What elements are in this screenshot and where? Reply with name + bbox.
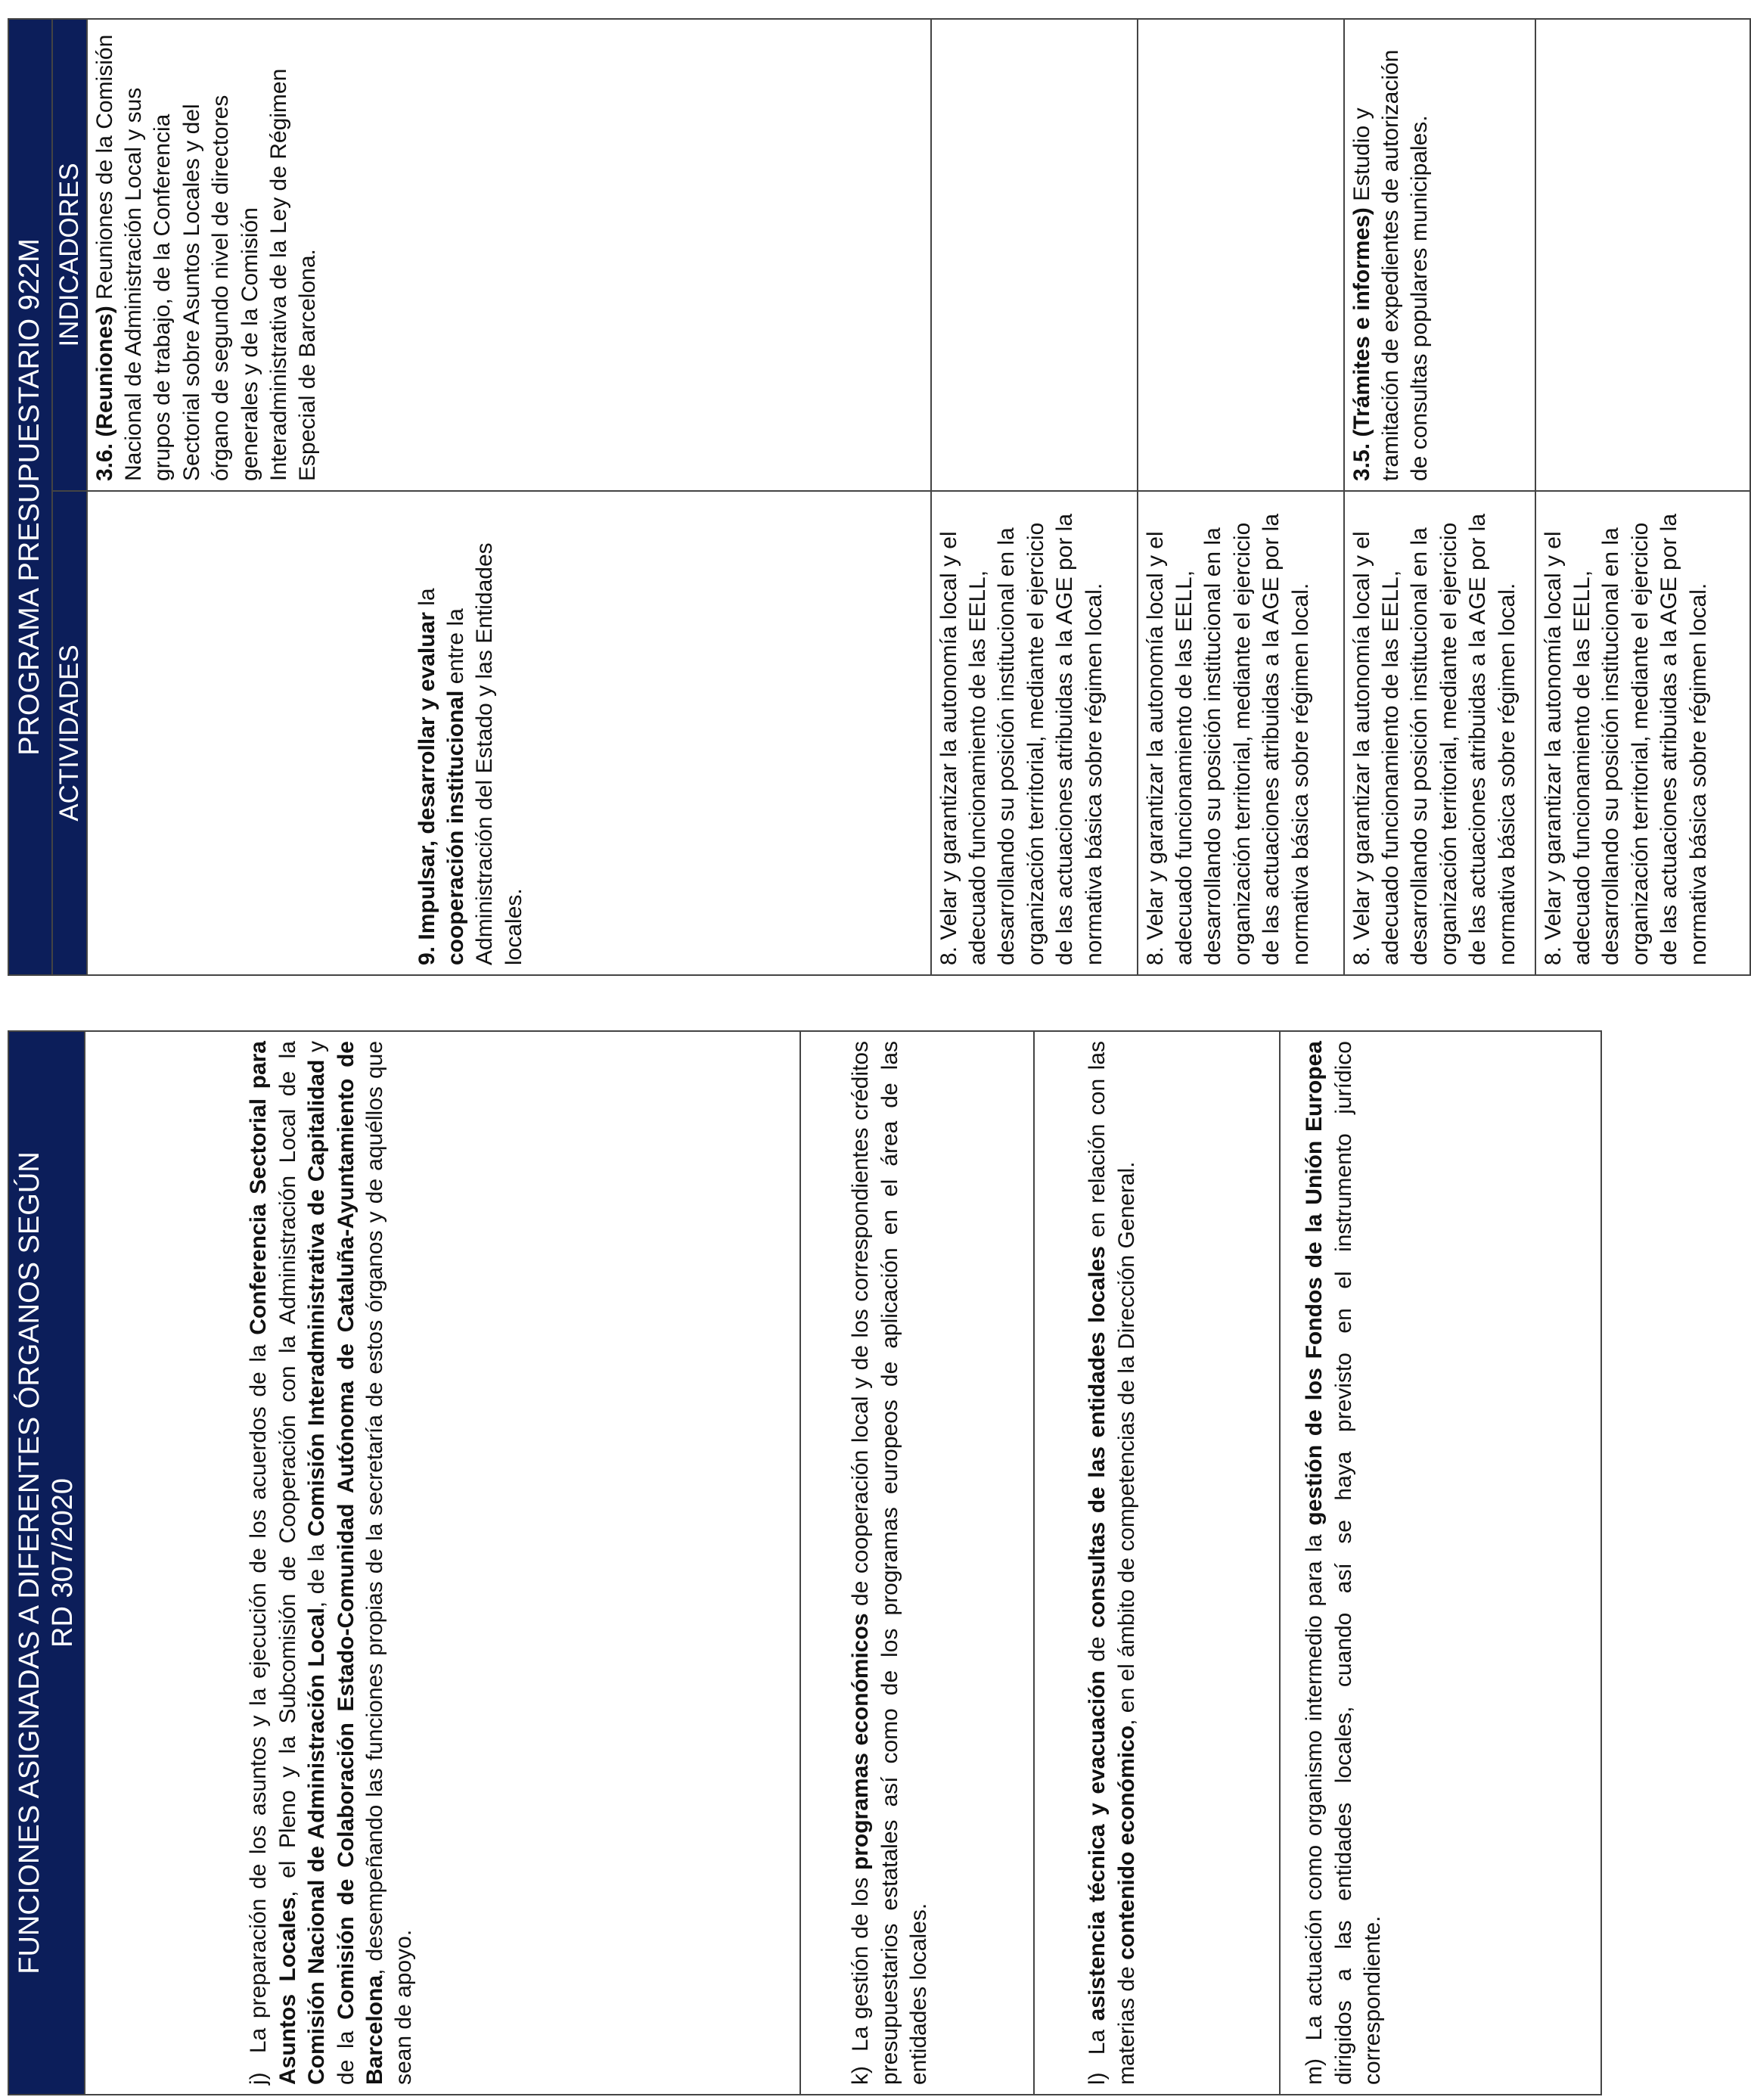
text: La — [1085, 2021, 1110, 2073]
text: de cooperación local y de los correspondientes créditos presupuestarios estatales así como de los programas europeos de aplicación en el área de las entidades locales. — [848, 1034, 932, 2085]
item-letter: l) — [1085, 2072, 1110, 2085]
text: dirigidos a las entidades locales, cuando así se haya previsto en el instrumento jurídico correspondiente. — [1302, 1034, 1386, 2085]
text: La gestión de los — [848, 1870, 874, 2066]
bold-text: gestión de los Fondos de la Unión Europea — [1302, 1041, 1327, 1526]
bold-text: Comisión Interadministrativa de Capitalidad — [304, 1059, 330, 1537]
bold-text: cooperación institucional — [443, 690, 469, 965]
text: La preparación de los asuntos y la ejecución de los acuerdos de la — [246, 1334, 272, 2073]
functions-title-line2: RD 307/2020 — [46, 1478, 79, 1648]
text: 8. Velar y garantizar la autonomía local y el adecuado funcionamiento de las EELL, desarrollando su posición institucional en la organización territorial, mediante el ejercicio de las actuaciones atribuidas a la AGE por la normativa básica sobre régimen local. — [1142, 507, 1313, 965]
functions-table — [8, 1030, 1602, 2095]
text: Reuniones de la Comisión Nacional de Administración Local y sus grupos de trabajo, de la Conferencia Sectorial sobre Asuntos Locales y del órgano de segundo nivel de directores generales y de la Comisión Interadministrativa de la Ley de Régimen Especial de Barcelona. — [92, 28, 321, 481]
item-letter: j) — [246, 2072, 272, 2085]
bold-text: 3.6. (Reuniones) — [92, 306, 117, 481]
bold-text: Conferencia Sectorial para Asuntos Locales — [246, 1035, 300, 2085]
indicator-cell — [1535, 19, 1750, 491]
activity-cell — [931, 491, 1138, 975]
text: la — [414, 582, 439, 613]
text: de — [1085, 1627, 1110, 1671]
activity-cell — [1535, 491, 1750, 975]
activities-column-header: ACTIVIDADES — [52, 491, 87, 975]
bold-text: asistencia técnica y evacuación — [1085, 1670, 1110, 2021]
bold-text: programas económicos — [848, 1613, 874, 1871]
text: , en el ámbito de competencias de la Dirección General. — [1113, 1161, 1139, 1726]
item-letter: k) — [848, 2066, 874, 2085]
function-row-l — [1034, 1031, 1280, 2095]
bold-text: consultas de las entidades locales — [1085, 1246, 1110, 1628]
indicators-column-header: INDICADORES — [52, 19, 87, 491]
text: , desempeñando las funciones propias de la secretaría de estos órganos y de aquéllos que sean de apoyo. — [362, 1034, 417, 2085]
indicator-cell — [1138, 19, 1344, 491]
indicator-cell — [931, 19, 1138, 491]
text: y de la — [304, 1034, 359, 2085]
function-row-m — [1280, 1031, 1601, 2095]
activity-cell — [87, 491, 931, 975]
function-row-k — [800, 1031, 1034, 2095]
item-letter: m) — [1302, 2058, 1327, 2085]
function-row-j — [85, 1031, 800, 2095]
indicator-cell — [1344, 19, 1535, 491]
bold-text: Comisión Nacional de Administración Local — [304, 1608, 330, 2085]
bold-text: 9. Impulsar, desarrollar y evaluar — [414, 612, 439, 965]
text: 8. Velar y garantizar la autonomía local y el adecuado funcionamiento de las EELL, desarrollando su posición institucional en la organización territorial, mediante el ejercicio de las actuaciones atribuidas a la AGE por la normativa básica sobre régimen local. — [1540, 507, 1711, 965]
text: en relación con las materias de — [1085, 1034, 1139, 2085]
activity-cell — [1138, 491, 1344, 975]
text: 8. Velar y garantizar la autonomía local y el adecuado funcionamiento de las EELL, desarrollando su posición institucional en la organización territorial, mediante el ejercicio de las actuaciones atribuidas a la AGE por la normativa básica sobre régimen local. — [1349, 507, 1520, 965]
text: , de la — [304, 1536, 330, 1608]
text: La actuación como organismo intermedio para la — [1302, 1525, 1327, 2059]
text: entre la Administración del Estado y las Entidades locales. — [443, 536, 526, 965]
program-table — [8, 18, 1751, 976]
text: Estudio y tramitación de expedientes de autorización de consultas populares municipales. — [1349, 43, 1433, 481]
indicator-cell — [87, 19, 931, 491]
functions-table-header — [8, 1031, 85, 2095]
bold-text: contenido económico — [1113, 1725, 1139, 1960]
activity-cell — [1344, 491, 1535, 975]
text: , el Pleno y la Subcomisión de Cooperación con la Administración Local de la — [275, 1034, 300, 1897]
functions-title-line1: FUNCIONES ASIGNADAS A DIFERENTES ÓRGANOS SEGÚN — [14, 1151, 45, 1974]
bold-text: 3.5. (Trámites e informes) — [1349, 207, 1374, 481]
text: 8. Velar y garantizar la autonomía local y el adecuado funcionamiento de las EELL, desarrollando su posición institucional en la organización territorial, mediante el ejercicio de las actuaciones atribuidas a la AGE por la normativa básica sobre régimen local. — [936, 507, 1107, 965]
program-title: PROGRAMA PRESUPUESTARIO 922M — [8, 19, 52, 975]
bold-text: Comisión de Colaboración Estado-Comunidad Autónoma de Cataluña-Ayuntamiento de Barcelona — [333, 1034, 387, 2085]
